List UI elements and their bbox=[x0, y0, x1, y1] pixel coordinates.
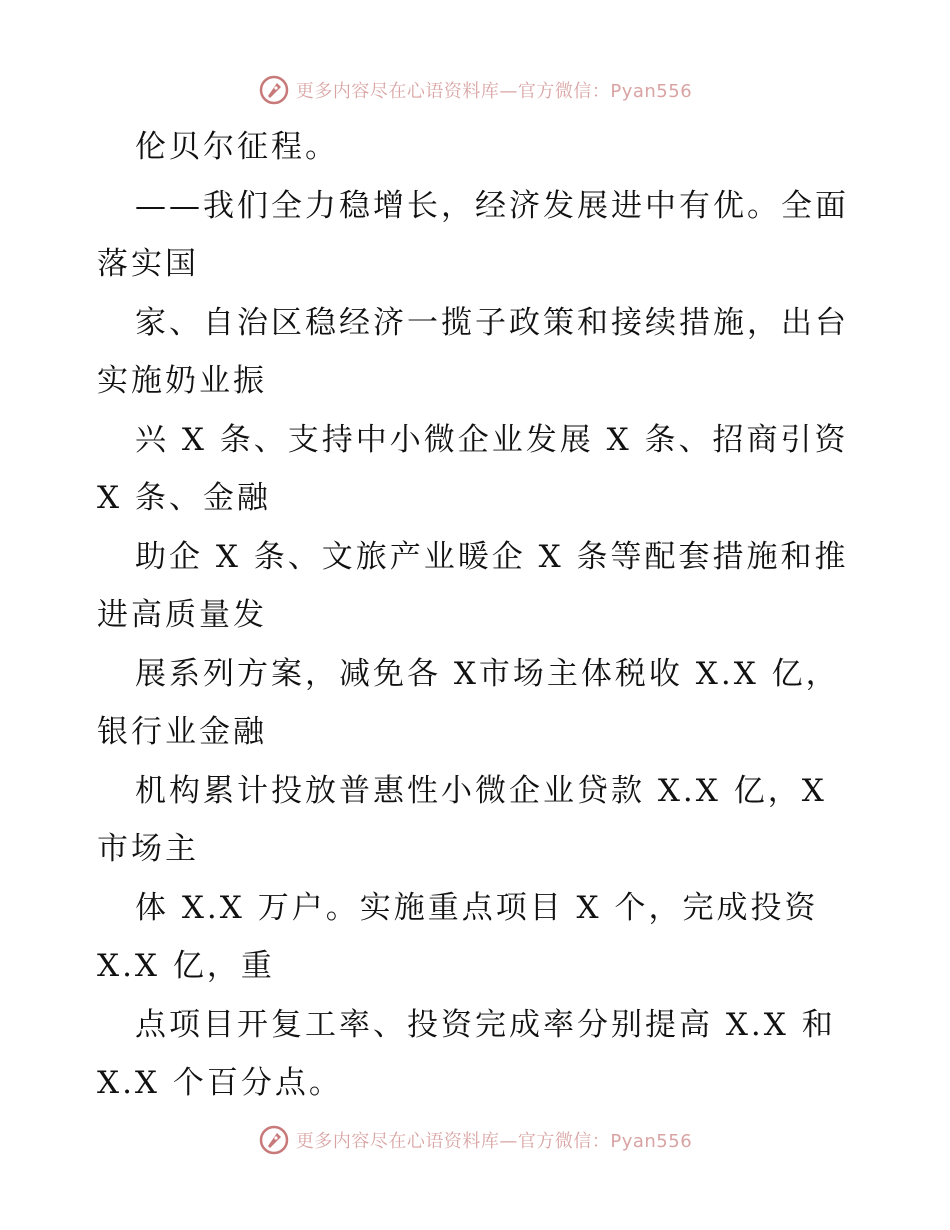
watermark-footer bbox=[0, 1120, 950, 1160]
text-line: 点项目开复工率、投资完成率分别提高 X.X 和 bbox=[135, 1006, 836, 1043]
text-line: 银行业金融 bbox=[97, 714, 267, 750]
text-line: 体 X.X 万户。实施重点项目 X 个，完成投资 bbox=[135, 889, 819, 926]
text-line: 助企 X 条、文旅产业暖企 X 条等配套措施和推 bbox=[135, 538, 849, 575]
text-line: X 条、金融 bbox=[97, 480, 271, 516]
text-line: 市场主 bbox=[97, 831, 199, 867]
watermark-header bbox=[0, 70, 950, 110]
pen-nib-icon bbox=[258, 74, 290, 106]
text-line: 家、自治区稳经济一揽子政策和接续措施，出台 bbox=[135, 304, 849, 341]
text-line: 机构累计投放普惠性小微企业贷款 X.X 亿，X bbox=[135, 772, 827, 809]
text-line: X.X 亿，重 bbox=[97, 948, 275, 984]
pen-nib-icon bbox=[258, 1124, 290, 1156]
document-body bbox=[97, 118, 857, 1113]
text-line: X.X 个百分点。 bbox=[97, 1065, 343, 1101]
watermark-text: 更多内容尽在心语资料库—官方微信：Pyan556 bbox=[295, 1131, 693, 1152]
text-line: ——我们全力稳增长，经济发展进中有优。全面 bbox=[135, 187, 849, 224]
text-line: 实施奶业振 bbox=[97, 363, 267, 399]
text-line: 进高质量发 bbox=[97, 597, 267, 633]
text-line: 伦贝尔征程。 bbox=[135, 129, 339, 165]
text-line: 兴 X 条、支持中小微企业发展 X 条、招商引资 bbox=[135, 421, 849, 458]
text-line: 落实国 bbox=[97, 246, 199, 282]
text-line: 展系列方案，减免各 X市场主体税收 X.X 亿， bbox=[135, 655, 840, 692]
watermark-text: 更多内容尽在心语资料库—官方微信：Pyan556 bbox=[295, 81, 693, 102]
